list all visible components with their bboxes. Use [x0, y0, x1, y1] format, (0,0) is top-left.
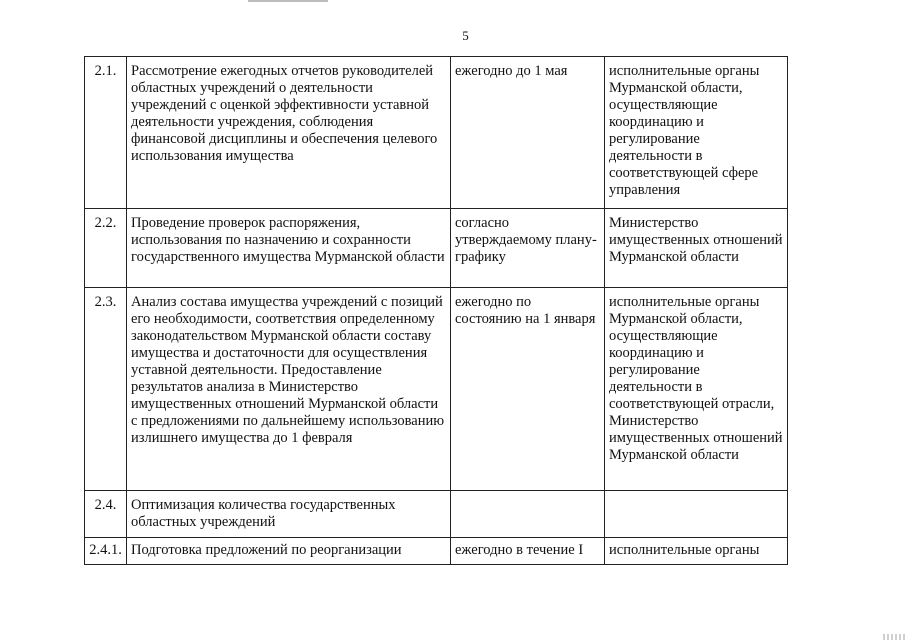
table-row [85, 288, 788, 491]
item-number: 2.2. [85, 209, 127, 288]
item-description: Проведение проверок распоряжения, использования по назначению и сохранности государственного имущества Мурманской области [127, 209, 451, 288]
item-responsible: исполнительные органы Мурманской области, осуществляющие координацию и регулирование деятельности в соответствующей сфере управления [605, 57, 788, 209]
table-row [85, 491, 788, 538]
item-term [451, 491, 605, 538]
item-term: ежегодно до 1 мая [451, 57, 605, 209]
item-responsible [605, 491, 788, 538]
item-description: Рассмотрение ежегодных отчетов руководителей областных учреждений о деятельности учреждений с оценкой эффективности уставной деятельности учреждения, соблюдения финансовой дисциплины и обеспечения целевого использования имущества [127, 57, 451, 209]
item-responsible: Министерство имущественных отношений Мурманской области [605, 209, 788, 288]
item-responsible: исполнительные органы [605, 538, 788, 565]
scan-artifact-line [248, 0, 328, 2]
item-description: Оптимизация количества государственных областных учреждений [127, 491, 451, 538]
page-number: 5 [462, 28, 469, 43]
scan-artifact-corner [883, 634, 905, 640]
item-description: Анализ состава имущества учреждений с позиций его необходимости, соответствия определенному законодательством Мурманской области составу имущества и достаточности для осуществления уставной деятельности. Предоставление результатов анализа в Министерство имущественных отношений Мурманской области с предложениями по дальнейшему использованию излишнего имущества до 1 февраля [127, 288, 451, 491]
item-number: 2.1. [85, 57, 127, 209]
item-responsible: исполнительные органы Мурманской области, осуществляющие координацию и регулирование деятельности в соответствующей отрасли, Министерство имущественных отношений Мурманской области [605, 288, 788, 491]
plan-table [84, 56, 788, 565]
table-row [85, 538, 788, 565]
table-row [85, 209, 788, 288]
table-row [85, 57, 788, 209]
item-term: ежегодно в течение I [451, 538, 605, 565]
item-number: 2.3. [85, 288, 127, 491]
item-term: согласно утверждаемому плану-графику [451, 209, 605, 288]
item-description: Подготовка предложений по реорганизации [127, 538, 451, 565]
item-number: 2.4. [85, 491, 127, 538]
item-number: 2.4.1. [85, 538, 127, 565]
item-term: ежегодно по состоянию на 1 января [451, 288, 605, 491]
